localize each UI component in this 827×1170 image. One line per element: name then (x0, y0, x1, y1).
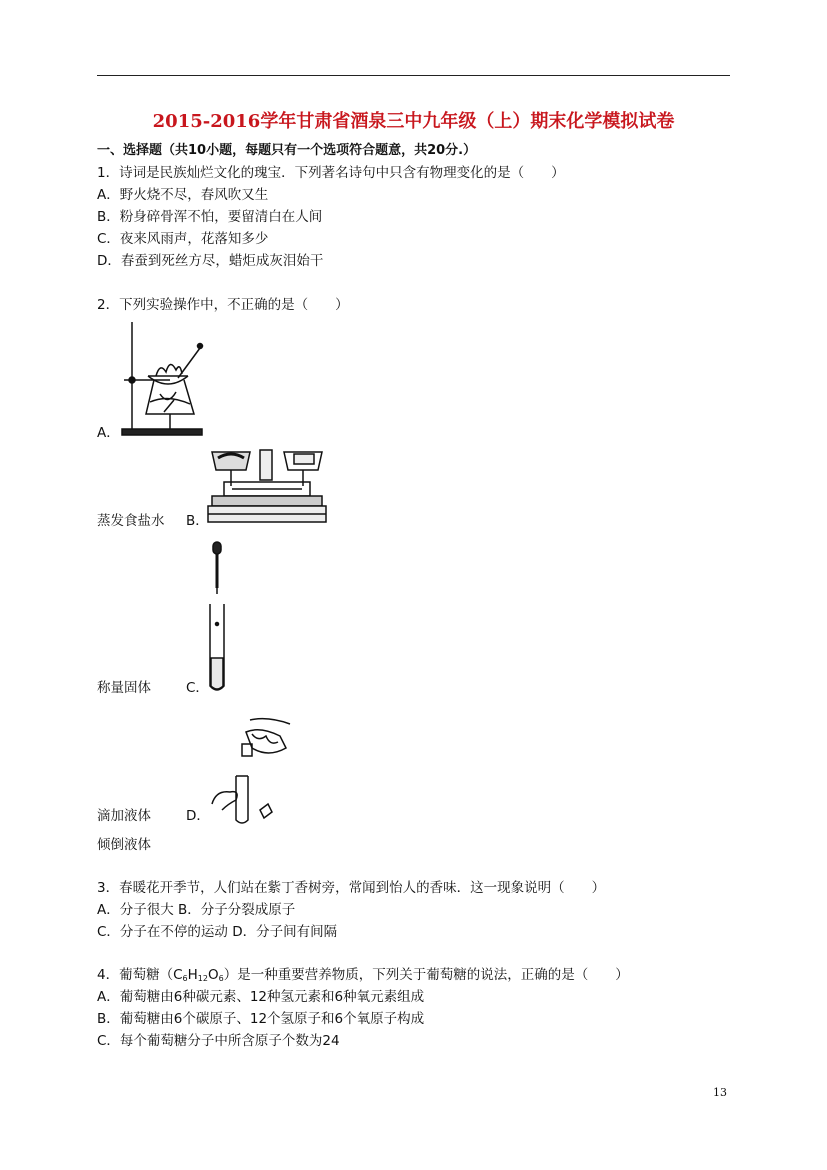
q4-stem-pre: 4．葡萄糖（ (97, 967, 174, 983)
q2-option-b-letter: B． (186, 513, 209, 529)
pouring-figure (206, 714, 298, 826)
q3-stem: 3．春暖花开季节，人们站在紫丁香树旁，常闻到怡人的香味．这一现象说明（ ） (97, 880, 606, 896)
q1-option-a: A．野火烧不尽，春风吹又生 (97, 187, 269, 203)
q4-stem-post: ）是一种重要营养物质，下列关于葡萄糖的说法，正确的是（ ） (223, 967, 629, 983)
q2-option-d-caption: 倾倒液体 (97, 837, 151, 853)
page-number: 13 (713, 1086, 727, 1099)
dropper-tube-figure (204, 540, 230, 696)
q2-stem: 2．下列实验操作中，不正确的是（ ） (97, 297, 349, 313)
balance-figure (206, 446, 328, 526)
q2-option-c-letter: C． (186, 680, 209, 696)
glucose-formula: $C_6H_{12}O_6$ (173, 967, 224, 983)
page-title: 2015-2016学年甘肃省酒泉三中九年级（上）期末化学模拟试卷 (152, 111, 675, 132)
header-rule (97, 75, 730, 76)
q1-option-c: C．夜来风雨声，花落知多少 (97, 231, 269, 247)
q2-option-a-letter: A． (97, 425, 120, 441)
q4-option-c: C．每个葡萄糖分子中所含原子个数为24 (97, 1033, 340, 1049)
q2-option-b-caption: 称量固体 (97, 680, 151, 696)
q3-options-line1: A．分子很大 B．分子分裂成原子 (97, 902, 296, 918)
q3-options-line2: C．分子在不停的运动 D．分子间有间隔 (97, 924, 338, 940)
q2-option-a-caption: 蒸发食盐水 (97, 513, 165, 529)
section-heading: 一、选择题（共10小题，每题只有一个选项符合题意，共20分.） (97, 143, 477, 158)
q1-option-d: D．春蚕到死丝方尽，蜡炬成灰泪始干 (97, 253, 324, 269)
q2-option-c-caption: 滴加液体 (97, 808, 151, 824)
q1-stem: 1．诗词是民族灿烂文化的瑰宝．下列著名诗句中只含有物理变化的是（ ） (97, 165, 565, 181)
q1-option-b: B．粉身碎骨浑不怕，要留清白在人间 (97, 209, 323, 225)
q4-option-b: B．葡萄糖由6个碳原子、12个氢原子和6个氧原子构成 (97, 1011, 425, 1027)
evaporation-figure (118, 318, 208, 440)
q4-stem (97, 965, 629, 989)
q2-option-d-letter: D． (186, 808, 210, 824)
q4-option-a: A．葡萄糖由6种碳元素、12种氢元素和6种氧元素组成 (97, 989, 425, 1005)
